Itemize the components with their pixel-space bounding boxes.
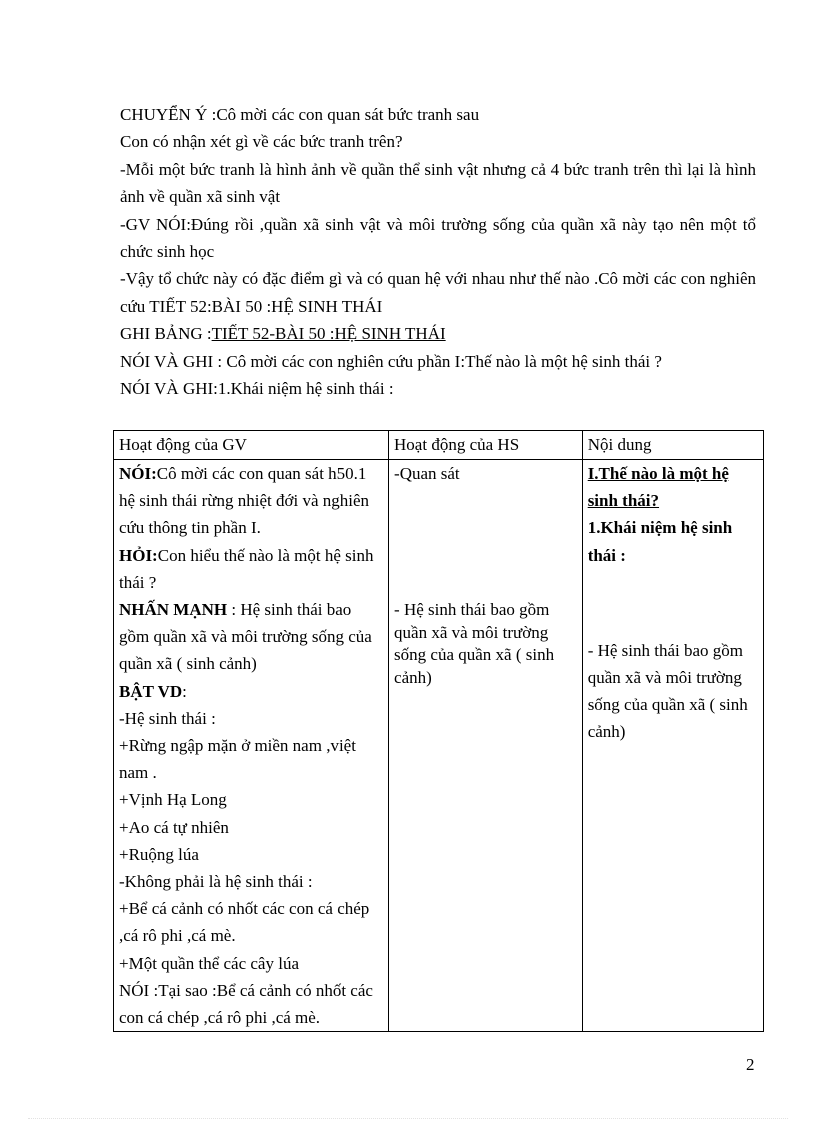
spacer [394,487,577,595]
example-line: -Không phải là hệ sinh thái : [119,872,313,892]
bat-vd-label: BẬT VD [119,681,183,701]
header-hs: Hoạt động của HS [389,431,583,460]
example-line: +Ao cá tự nhiên [119,817,229,837]
nhan-manh-label: NHẤN MẠNH [119,600,228,620]
noi-dung-cell [582,460,763,1032]
subsection-heading: 1.Khái niệm hệ sinh thái : [587,518,733,565]
hoi-text: Con hiểu thế nào là một hệ sinh thái ? [119,545,374,592]
spacer [588,569,758,637]
header-noi-dung: Nội dung [582,431,763,460]
table-header-row [114,431,764,460]
intro-text [120,101,756,402]
hs-cell [389,460,583,1032]
bat-vd-text: : [182,681,187,701]
lesson-table [113,430,764,1032]
example-line: +Ruộng lúa [119,844,199,864]
intro-line: -Mỗi một bức tranh là hình ảnh về quần thể sinh vật nhưng cả 4 bức tranh trên thì lại là hình ảnh về quần xã sinh vật [120,159,756,207]
page-number: 2 [746,1055,755,1074]
hs-answer: - Hệ sinh thái bao gồm quần xã và môi trường sống của quần xã ( sinh cảnh) [394,600,555,687]
intro-line: NÓI VÀ GHI : Cô mời các con nghiên cứu phần I:Thế nào là một hệ sinh thái ? [120,351,662,371]
table-row [114,460,764,1032]
gv-nhan-manh [119,596,383,678]
gv-cell [114,460,389,1032]
noi-text: Cô mời các con quan sát h50.1 hệ sinh thái rừng nhiệt đới và nghiên cứu thông tin phần I. [119,464,370,538]
example-line: +Vịnh Hạ Long [119,790,227,810]
header-gv: Hoạt động của GV [114,431,389,460]
ghi-bang-line [120,320,756,347]
gv-bat-vd [119,678,383,705]
hoi-label: HỎI: [119,545,158,565]
example-line: NÓI :Tại sao :Bể cá cảnh có nhốt các con cá chép ,cá rô phi ,cá mè. [119,980,373,1028]
example-line: +Rừng ngập mặn ở miền nam ,việt nam . [119,736,356,783]
intro-line: -Vậy tổ chức này có đặc điểm gì và có quan hệ với nhau như thế nào .Cô mời các con nghiên cứu TIẾT 52:BÀI 50 :HỆ SINH THÁI [120,269,756,316]
intro-line: Con có nhận xét gì về các bức tranh trên? [120,132,403,152]
noi-label: NÓI: [119,464,157,483]
ghi-bang-prefix: GHI BẢNG : [120,324,212,344]
page-bottom-divider [28,1118,788,1119]
lesson-title: TIẾT 52-BÀI 50 :HỆ SINH THÁI [211,324,446,344]
section-heading: I.Thế nào là một hệ sinh thái? [587,464,729,511]
intro-line: -GV NÓI:Đúng rồi ,quần xã sinh vật và môi trường sống của quần xã này tạo nên một tổ chức sinh học [120,214,756,262]
intro-line: CHUYỂN Ý :Cô mời các con quan sát bức tranh sau [120,105,480,124]
noi-dung-text: - Hệ sinh thái bao gồm quần xã và môi trường sống của quần xã ( sinh cảnh) [587,640,748,742]
intro-line: NÓI VÀ GHI:1.Khái niệm hệ sinh thái : [120,379,394,399]
example-line: +Bể cá cảnh có nhốt các con cá chép ,cá rô phi ,cá mè. [119,899,370,946]
example-line: +Một quần thể các cây lúa [119,953,299,973]
gv-noi [119,460,383,542]
example-line: -Hệ sinh thái : [119,708,216,728]
hs-quan-sat: -Quan sát [394,464,460,483]
nhan-manh-text: : Hệ sinh thái bao gồm quần xã và môi trường sống của quần xã ( sinh cảnh) [119,600,372,674]
gv-hoi [119,542,383,596]
